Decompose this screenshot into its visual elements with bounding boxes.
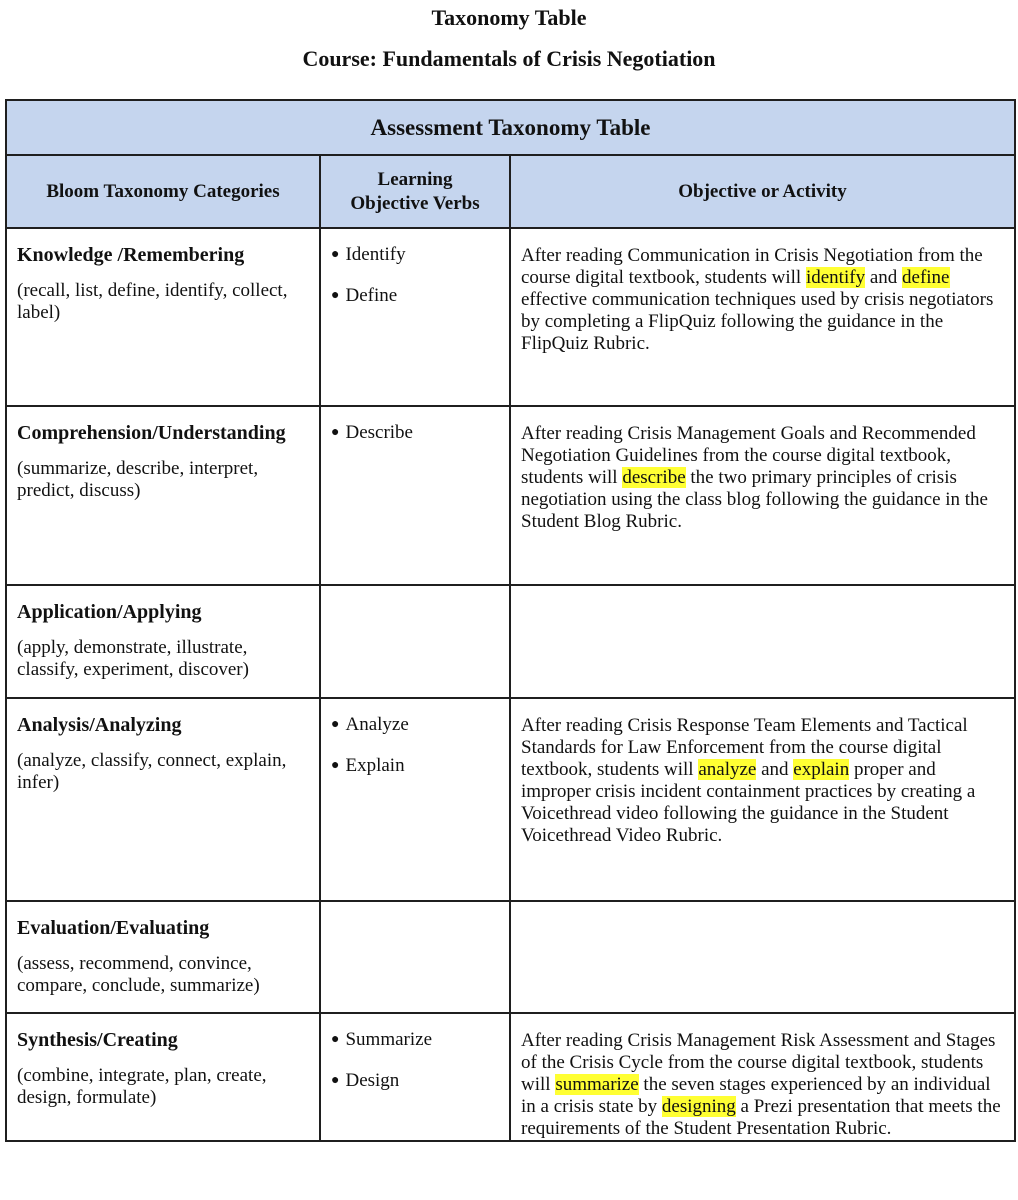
category-cell <box>6 1013 320 1141</box>
column-header-verbs <box>320 155 510 228</box>
verbs-cell <box>320 585 510 698</box>
bullet-icon: ● <box>331 1032 340 1047</box>
category-title: Application/Applying <box>17 601 202 623</box>
category-cell <box>6 228 320 406</box>
category-description: (assess, recommend, convince, compare, conclude, summarize) <box>17 953 260 996</box>
verb-item: ● Describe <box>331 422 413 443</box>
bullet-icon: ● <box>331 1073 340 1088</box>
bullet-icon: ● <box>331 758 340 773</box>
category-title: Knowledge /Remembering <box>17 244 245 266</box>
verb-item: ● Design <box>331 1070 400 1091</box>
category-description: (combine, integrate, plan, create, design, formulate) <box>17 1065 267 1108</box>
highlighted-verb: designing <box>661 1096 736 1117</box>
activity-cell: After reading Crisis Management Risk Assessment and Stages of the Crisis Cycle from the course digital textbook, students will summarize the seven stages experienced by an individual in a crisis state by designing a Prezi presentation that meets the requirements of the Student Presentation Rubric. <box>510 1013 1015 1141</box>
bullet-icon: ● <box>331 288 340 303</box>
assessment-taxonomy-table <box>5 99 1016 1142</box>
activity-cell <box>510 901 1015 1013</box>
category-cell <box>6 698 320 901</box>
table-row <box>6 228 1015 406</box>
bullet-icon: ● <box>331 425 340 440</box>
verbs-cell <box>320 406 510 585</box>
category-description: (apply, demonstrate, illustrate, classify, experiment, discover) <box>17 637 249 680</box>
highlighted-verb: identify <box>805 267 866 288</box>
activity-cell: After reading Crisis Response Team Elements and Tactical Standards for Law Enforcement from the course digital textbook, students will analyze and explain proper and improper crisis incident containment practices by creating a Voicethread video following the guidance in the Student Voicethread Video Rubric. <box>510 698 1015 901</box>
document-title: Taxonomy Table <box>431 5 587 30</box>
table-row <box>6 901 1015 1013</box>
category-description: (analyze, classify, connect, explain, infer) <box>17 750 287 793</box>
highlighted-verb: explain <box>793 759 850 780</box>
category-title: Evaluation/Evaluating <box>17 917 210 939</box>
course-title: Course: Fundamentals of Crisis Negotiation <box>302 46 716 71</box>
table-row <box>6 585 1015 698</box>
highlighted-verb: define <box>902 267 950 288</box>
verb-item: ● Summarize <box>331 1029 432 1050</box>
category-cell <box>6 901 320 1013</box>
column-header-verbs-line1: Learning <box>377 168 453 190</box>
table-caption: Assessment Taxonomy Table <box>6 100 1015 155</box>
verbs-cell <box>320 901 510 1013</box>
column-header-row <box>6 155 1015 228</box>
highlighted-verb: describe <box>622 467 686 488</box>
activity-cell: After reading Communication in Crisis Negotiation from the course digital textbook, students will identify and define effective communication techniques used by crisis negotiators by completing a FlipQuiz following the guidance in the FlipQuiz Rubric. <box>510 228 1015 406</box>
column-header-category: Bloom Taxonomy Categories <box>6 155 320 228</box>
category-title: Comprehension/Understanding <box>17 422 286 444</box>
table-row <box>6 406 1015 585</box>
table-caption-row <box>6 100 1015 155</box>
activity-cell <box>510 585 1015 698</box>
verbs-cell <box>320 1013 510 1141</box>
bullet-icon: ● <box>331 717 340 732</box>
column-header-verbs-line2: Objective Verbs <box>350 192 480 214</box>
verb-item: ● Define <box>331 285 398 306</box>
verbs-cell <box>320 228 510 406</box>
category-cell <box>6 585 320 698</box>
table-row <box>6 1013 1015 1141</box>
highlighted-verb: analyze <box>698 759 757 780</box>
category-title: Synthesis/Creating <box>17 1029 178 1051</box>
highlighted-verb: summarize <box>555 1074 639 1095</box>
activity-cell: After reading Crisis Management Goals and Recommended Negotiation Guidelines from the course digital textbook, students will describe the two primary principles of crisis negotiation using the class blog following the guidance in the Student Blog Rubric. <box>510 406 1015 585</box>
column-header-activity: Objective or Activity <box>510 155 1015 228</box>
table-row <box>6 698 1015 901</box>
category-description: (summarize, describe, interpret, predict, discuss) <box>17 458 259 501</box>
verb-item: ● Explain <box>331 755 405 776</box>
category-cell <box>6 406 320 585</box>
category-description: (recall, list, define, identify, collect, label) <box>17 280 288 323</box>
verb-item: ● Analyze <box>331 714 409 735</box>
bullet-icon: ● <box>331 247 340 262</box>
category-title: Analysis/Analyzing <box>17 714 182 736</box>
verb-item: ● Identify <box>331 244 406 265</box>
verbs-cell <box>320 698 510 901</box>
